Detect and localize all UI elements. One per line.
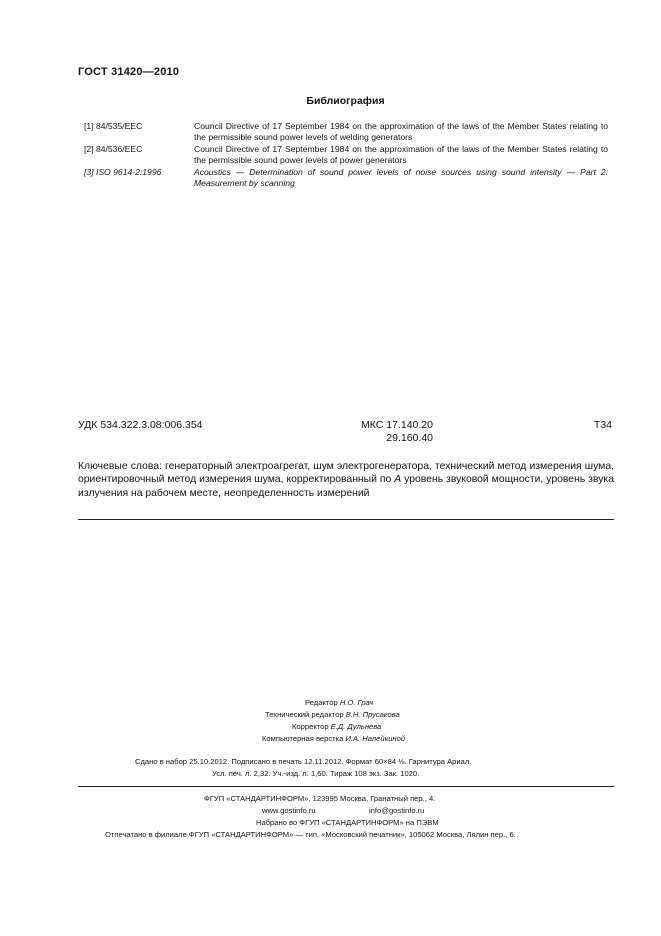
bibliography-list — [84, 121, 608, 190]
udc-code: УДК 534.322.3.08:006.354 — [78, 419, 203, 431]
editor-line: Редактор Н.О. Грач — [305, 698, 374, 707]
keywords-italic: А — [394, 474, 402, 486]
bibliography-entry — [84, 167, 608, 188]
mks-code-2: 29.160.40 — [386, 432, 433, 444]
keywords-paragraph — [78, 460, 614, 500]
typeset-line: Набрано во ФГУП «СТАНДАРТИНФОРМ» на ПЭВМ — [256, 818, 439, 827]
mks-codes — [360, 419, 433, 445]
corrector-line: Корректор Е.Д. Дульнева — [292, 722, 382, 731]
document-code: ГОСТ 31420—2010 — [78, 66, 180, 78]
tech-editor-name: В.Н. Прусакова — [345, 710, 400, 719]
bibliography-ref: [3] ISO 9614-2:1996 — [84, 167, 162, 177]
bibliography-title: Библиография — [306, 95, 385, 107]
bibliography-text: Acoustics — Determination of sound power levels of noise sources using sound intensity — Part 2: Measurement by scanning — [194, 167, 608, 188]
mks-code-1: МКС 17.140.20 — [361, 419, 433, 431]
corrector-name: Е.Д. Дульнева — [330, 722, 382, 731]
imprint-line-1: Сдано в набор 25.10.2012. Подписано в печать 12.11.2012. Формат 60×84 ⅛. Гарнитура Ариал. — [135, 757, 472, 766]
layout-name: И.А. Налейкиной — [345, 734, 406, 743]
keywords-text-end: уровень звуковой мощности, уровень звука излучения на рабочем месте, неопределенность измерений — [78, 474, 614, 499]
tech-editor-line: Технический редактор В.Н. Прусакова — [265, 710, 400, 719]
divider — [78, 786, 614, 787]
bibliography-entry — [84, 144, 608, 165]
bibliography-ref: [1] 84/535/EEC — [84, 121, 143, 131]
publisher-email[interactable]: info@gostinfo.ru — [369, 806, 425, 815]
bibliography-text: Council Directive of 17 September 1984 on the approximation of the laws of the Member States relating to the permissible sound power levels of power generators — [194, 144, 608, 165]
publisher-website[interactable]: www.gostinfo.ru — [262, 806, 316, 815]
imprint-line-2: Усл. печ. л. 2,32. Уч.-изд. л. 1,60. Тираж 108 экз. Зак. 1020. — [212, 769, 420, 778]
divider — [78, 519, 614, 520]
bibliography-ref: [2] 84/536/EEC — [84, 144, 143, 154]
bibliography-entry — [84, 121, 608, 142]
editor-name: Н.О. Грач — [339, 698, 374, 707]
bibliography-text: Council Directive of 17 September 1984 on the approximation of the laws of the Member States relating to the permissible sound power levels of welding generators — [194, 121, 608, 142]
layout-line: Компьютерная верстка И.А. Налейкиной — [262, 734, 406, 743]
printer-line: Отпечатано в филиале ФГУП «СТАНДАРТИНФОРМ» — тип. «Московский печатник», 105062 Москва, Лялин пер., 6. — [105, 830, 516, 839]
okp-code: Т34 — [593, 419, 612, 431]
publisher-address: ФГУП «СТАНДАРТИНФОРМ», 123995 Москва, Гранатный пер., 4. — [204, 794, 436, 803]
keywords-text-start: Ключевые слова: генераторный электроагрегат, шум электрогенератора, технический метод измерения шума, ориентировочный метод измерения шума, корректированный по — [78, 461, 614, 486]
